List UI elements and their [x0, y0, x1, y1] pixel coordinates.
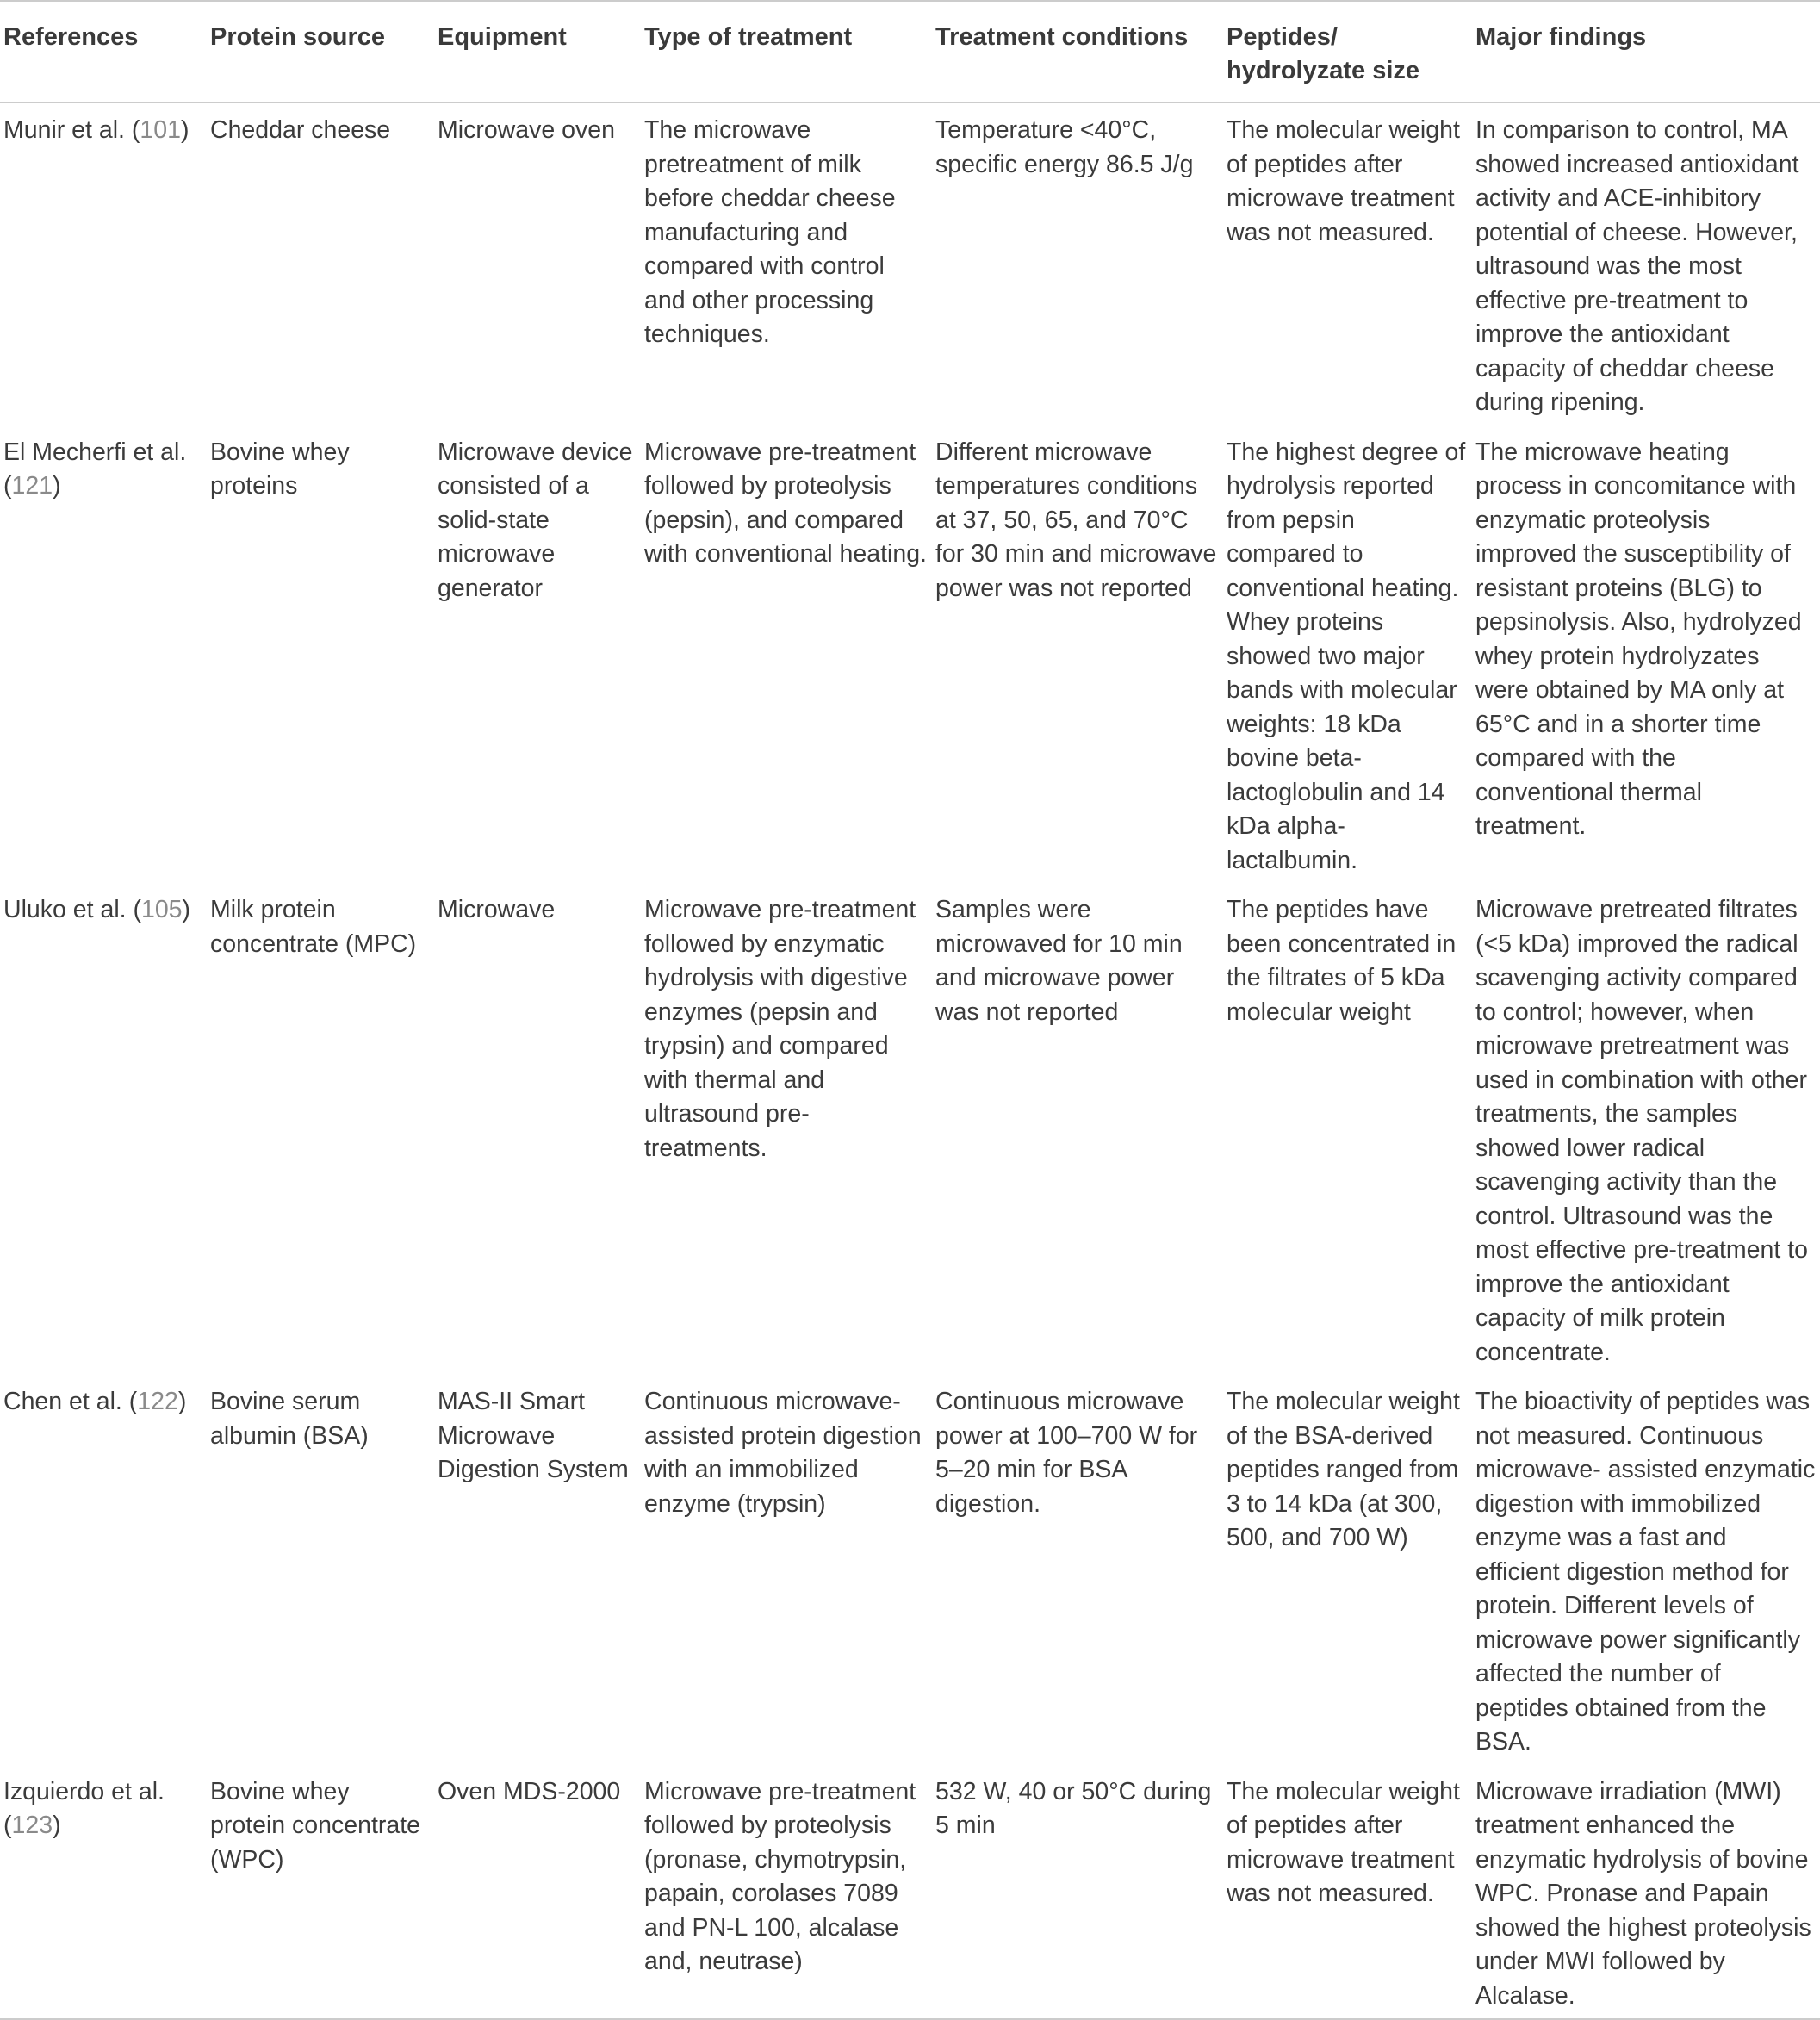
reference-link[interactable]: 123	[11, 1812, 53, 1839]
conditions-cell: Samples were microwaved for 10 min and microwave power was not reported	[935, 896, 1183, 1026]
header-major-findings: Major findings	[1472, 1, 1820, 103]
table-row	[0, 103, 1820, 426]
reference-author: El Mecherfi et al. (	[3, 438, 187, 500]
equipment-cell: MAS-II Smart Microwave Digestion System	[438, 1388, 629, 1483]
findings-cell: The bioactivity of peptides was not measured. Continuous microwave- assisted enzymatic digestion with immobilized enzyme was a fast and efficient digestion method for protein. Different levels of microwave power significantly affected the number of peptides obtained from the BSA.	[1475, 1388, 1816, 1756]
conditions-cell: Different microwave temperatures conditions at 37, 50, 65, and 70°C for 30 min and microwave power was not reported	[935, 438, 1217, 602]
header-treatment-conditions: Treatment conditions	[932, 1, 1223, 103]
peptide-size-cell: The highest degree of hydrolysis reported from pepsin compared to conventional heating. Whey proteins showed two major bands with molecular weights: 18 kDa bovine beta-lactoglobulin and 14 kDa alpha-lactalbumin.	[1227, 438, 1466, 874]
treatment-type-cell: Microwave pre-treatment followed by proteolysis (pepsin), and compared with conventional heating.	[644, 438, 927, 568]
reference-close: )	[180, 116, 189, 144]
reference-author: Uluko et al. (	[3, 896, 141, 923]
header-row	[0, 1, 1820, 103]
peptide-size-cell: The peptides have been concentrated in the filtrates of 5 kDa molecular weight	[1227, 896, 1457, 1026]
protein-source-cell: Milk protein concentrate (MPC)	[210, 896, 417, 958]
conditions-cell: 532 W, 40 or 50°C during 5 min	[932, 1765, 1223, 2020]
treatment-type-cell: Microwave pre-treatment followed by enzymatic hydrolysis with digestive enzymes (pepsin and trypsin) and compared with thermal and ultrasound pre-treatments.	[644, 896, 916, 1162]
protein-source-cell: Bovine whey protein concentrate (WPC)	[207, 1765, 434, 2020]
table-row	[0, 883, 1820, 1375]
findings-cell: Microwave irradiation (MWI) treatment enhanced the enzymatic hydrolysis of bovine WPC. Pronase and Papain showed the highest proteolysis under MWI followed by Alcalase.	[1472, 1765, 1820, 2020]
equipment-cell: Microwave	[438, 896, 556, 923]
findings-cell: In comparison to control, MA showed increased antioxidant activity and ACE-inhibitory potential of cheese. However, ultrasound was the most effective pre-treatment to improve the antioxidant capacity of cheddar cheese during ripening.	[1475, 116, 1799, 416]
reference-author: Izquierdo et al. (	[3, 1777, 165, 1839]
reference-cell	[0, 103, 207, 426]
findings-cell: Microwave pretreated filtrates (<5 kDa) improved the radical scavenging activity compared to control; however, when microwave pretreatment was used in combination with other treatments, the samples showed lower radical scavenging activity than the control. Ultrasound was the most effective pre-treatment to improve the antioxidant capacity of milk protein concentrate.	[1475, 896, 1808, 1366]
table-row	[0, 426, 1820, 884]
peptide-size-cell: The molecular weight of peptides after microwave treatment was not measured.	[1227, 116, 1460, 246]
treatment-type-cell: The microwave pretreatment of milk before cheddar cheese manufacturing and compared with control and other processing techniques.	[644, 116, 896, 348]
reference-author: Munir et al. (	[3, 116, 140, 144]
conditions-cell: Temperature <40°C, specific energy 86.5 J/g	[935, 116, 1194, 178]
equipment-cell: Oven MDS-2000	[434, 1765, 641, 2020]
header-type-of-treatment: Type of treatment	[641, 1, 932, 103]
protein-source-cell: Cheddar cheese	[210, 116, 391, 144]
reference-link[interactable]: 105	[140, 896, 183, 923]
header-peptide-size: Peptides/ hydrolyzate size	[1223, 1, 1472, 103]
reference-close: )	[53, 1812, 61, 1839]
table-body	[0, 103, 1820, 2019]
findings-cell: The microwave heating process in concomitance with enzymatic proteolysis improved the susceptibility of resistant proteins (BLG) to pepsinolysis. Also, hydrolyzed whey protein hydrolyzates were obtained by MA only at 65°C and in a shorter time compared with the conventional thermal treatment.	[1475, 438, 1802, 840]
equipment-cell: Microwave device consisted of a solid-state microwave generator	[438, 438, 633, 602]
reference-cell	[0, 1375, 207, 1765]
reference-cell	[0, 1765, 207, 2020]
table-row	[0, 1765, 1820, 2020]
header-equipment: Equipment	[434, 1, 641, 103]
header-references: References	[0, 1, 207, 103]
protein-source-cell: Bovine serum albumin (BSA)	[210, 1388, 369, 1450]
treatment-type-cell: Continuous microwave-assisted protein digestion with an immobilized enzyme (trypsin)	[644, 1388, 922, 1518]
reference-link[interactable]: 122	[137, 1388, 178, 1415]
reference-cell	[0, 883, 207, 1375]
reference-close: )	[182, 896, 191, 923]
peptide-size-cell: The molecular weight of the BSA-derived peptides ranged from 3 to 14 kDa (at 300, 500, and 700 W)	[1227, 1388, 1460, 1551]
protein-source-cell: Bovine whey proteins	[210, 438, 350, 500]
reference-close: )	[177, 1388, 187, 1415]
treatment-type-cell: Microwave pre-treatment followed by proteolysis (pronase, chymotrypsin, papain, corolases 7089 and PN-L 100, alcalase and, neutrase)	[641, 1765, 932, 2020]
table-header	[0, 1, 1820, 103]
reference-close: )	[53, 472, 61, 500]
conditions-cell: Continuous microwave power at 100–700 W for 5–20 min for BSA digestion.	[935, 1388, 1198, 1518]
equipment-cell: Microwave oven	[438, 116, 615, 144]
reference-author: Chen et al. (	[3, 1388, 138, 1415]
reference-link[interactable]: 101	[140, 116, 181, 144]
header-protein-source: Protein source	[207, 1, 434, 103]
reference-cell	[0, 426, 207, 884]
peptide-size-cell: The molecular weight of peptides after microwave treatment was not measured.	[1223, 1765, 1472, 2020]
reference-link[interactable]: 121	[11, 472, 53, 500]
table-row	[0, 1375, 1820, 1765]
